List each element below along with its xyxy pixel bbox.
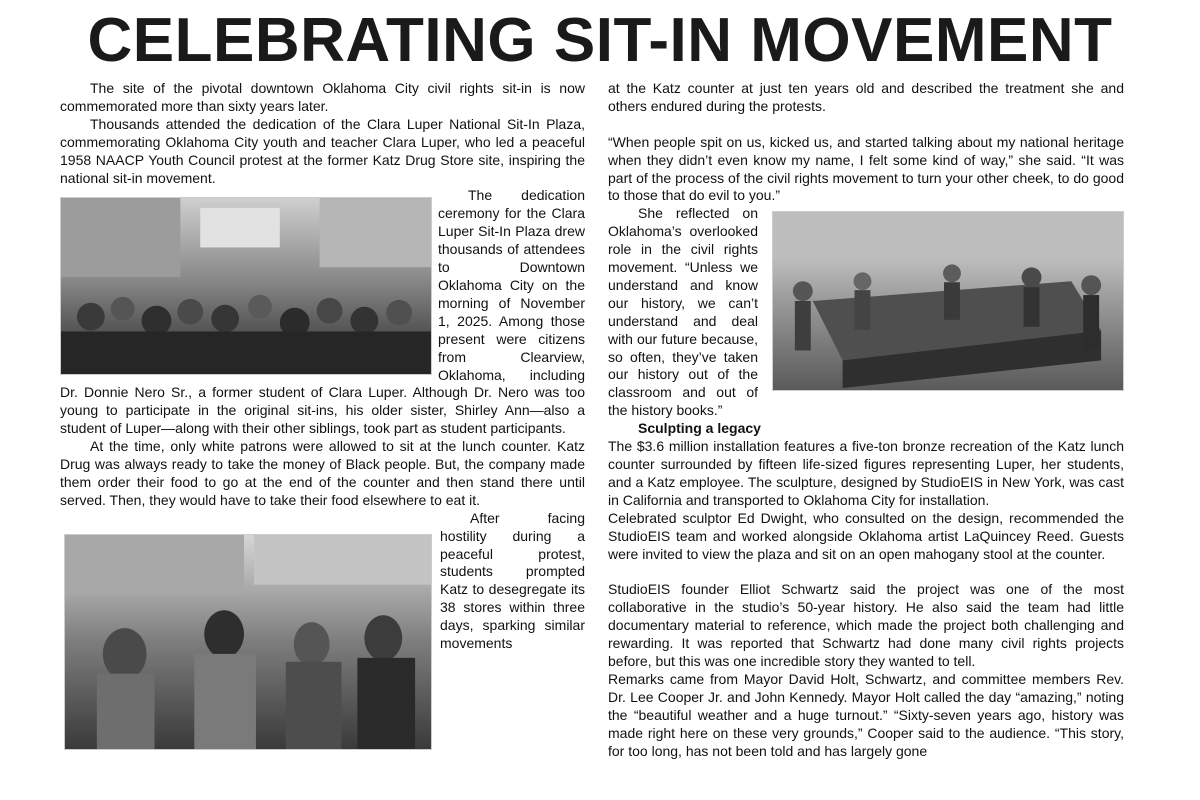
crowd-photo-image xyxy=(60,197,432,375)
paragraph-text: At the time, only white patrons were allowed to sit at the lunch counter. Katz Drug was always ready to take the money of Black people. But, the company made them order their food to go at the end of the counter and then stand there until served. Then, they would have to take their food elsewhere to eat it. xyxy=(60,438,585,508)
paragraph: The $3.6 million installation features a five-ton bronze recreation of the Katz lunch counter surrounded by fifteen life-sized figures representing Luper, her students, and a Katz employee. The sculpture, designed by StudioEIS in New York, was cast in California and transported to Oklahoma City for installation. xyxy=(608,438,1124,508)
crowd-photo xyxy=(60,197,432,375)
paragraph: The site of the pivotal downtown Oklahoma City civil rights sit-in is now commemorated more than sixty years later. xyxy=(60,80,585,114)
article-column-1 xyxy=(60,80,585,754)
sculpture-photo-image xyxy=(772,211,1124,391)
subheading: Sculpting a legacy xyxy=(638,420,761,437)
sculpture-photo xyxy=(772,211,1124,391)
paragraph: at the Katz counter at just ten years old and described the treatment she and others endured during the protests. xyxy=(608,80,1124,114)
article-column-2 xyxy=(608,80,1124,760)
attendees-photo-image xyxy=(64,534,432,750)
paragraph xyxy=(60,438,585,510)
paragraph-text: Thousands attended the dedication of the Clara Luper National Sit-In Plaza, commemorating Oklahoma City youth and teacher Clara Luper, who led a peaceful 1958 NAACP Youth Council protest at the former Katz Drug Store site, inspiring the national sit-in movement. xyxy=(60,115,585,186)
headline: CELEBRATING SIT-IN MOVEMENT xyxy=(87,6,1113,75)
paragraph: Remarks came from Mayor David Holt, Schwartz, and committee members Rev. Dr. Lee Cooper Jr. and John Kennedy. Mayor Holt called the day “amazing,” noting the “beautiful weather and a huge turnout.” “Sixty-seven years ago, history was made right here on these very grounds,” Cooper said to the audience. “This story, for too long, has not been told and has largely gone xyxy=(608,670,1124,759)
attendees-photo xyxy=(64,534,432,750)
paragraph xyxy=(60,116,585,188)
paragraph: “When people spit on us, kicked us, and started talking about my national heritage when they didn’t even know my name, I felt some kind of way,” she said. “It was part of the process of the civil rights movement to turn your other cheek, to do good to those that do evil to you.” xyxy=(608,133,1124,204)
paragraph: Celebrated sculptor Ed Dwight, who consulted on the design, recommended the StudioEIS team and worked alongside Oklahoma artist LaQuincey Reed. Guests were invited to view the plaza and sit on an open mahogany stool at the counter. xyxy=(608,509,1124,562)
paragraph: She reflected on Oklahoma’s overlooked role in the civil rights movement. “Unless we understand and know our history, we can’t understand and deal with our future because, so often, they’ve taken our history out of the classroom and out of the history books.” xyxy=(608,205,758,419)
paragraph: The dedication ceremony for the Clara Luper Sit-In Plaza drew thousands of attendees to Downtown Oklahoma City on the morning of November 1, 2025. Among those present were citizens from Clearview, Oklahoma, including Dr. Donnie Nero Sr., a former student of Clara Luper. Although Dr. Nero was too young to participate in the original sit-ins, his older sister, Shirley Ann—also a student of Luper—along with their other siblings, took part as student participants. xyxy=(60,187,585,437)
paragraph: After facing hostility during a peaceful protest, students prompted Katz to desegregate its 38 stores within three days, sparking similar movements xyxy=(440,509,585,652)
paragraph: StudioEIS founder Elliot Schwartz said the project was one of the most collaborative in the studio’s 50-year history. He also said the team had little documentary material to reference, which made the project both challenging and rewarding. It was reported that Schwartz had done many civil rights projects before, but this was one incredible story they wanted to tell. xyxy=(608,581,1124,669)
